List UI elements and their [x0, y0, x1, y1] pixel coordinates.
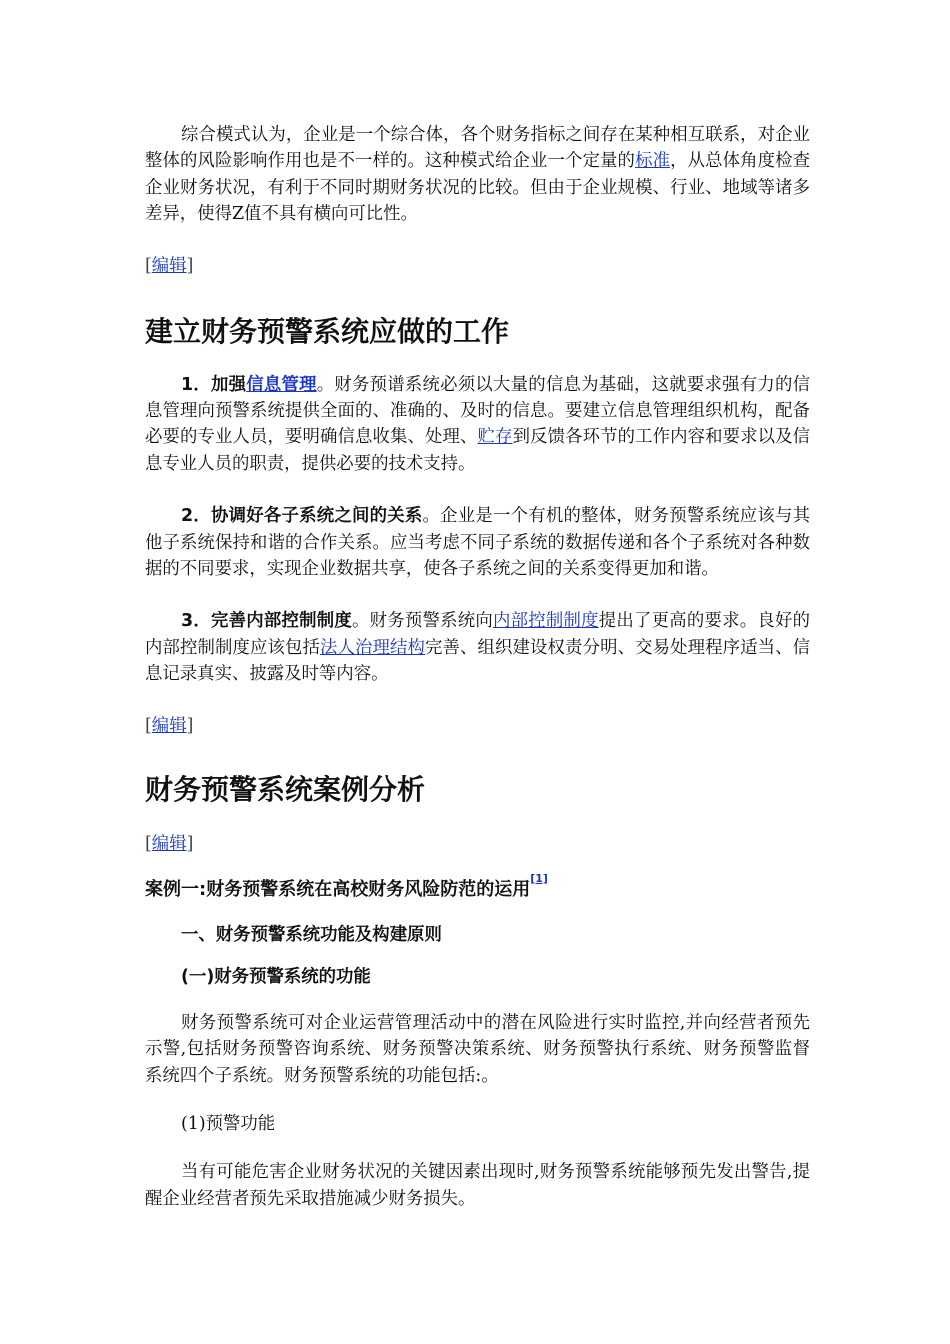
- reference-marker: [530, 871, 548, 892]
- item-1-bold: 1．加强: [181, 374, 247, 395]
- case-title: [145, 871, 810, 904]
- edit-link[interactable]: 编辑: [151, 715, 187, 736]
- item-3-bold: 3．完善内部控制制度: [181, 611, 352, 632]
- item-1-text-continued: 到反馈各环节的工作内容和要求以及信息专业人员的职责，提供必要的技术支持。: [145, 427, 810, 474]
- item-3-text-end: 完善、组织建设权责分明、交易处理程序适当、信息记录真实、披露及时等内容。: [145, 637, 810, 685]
- item-3-text: 。财务预警系统向: [351, 611, 493, 632]
- intro-text: 综合模式认为，企业是一个综合体，各个财务指标之间存在某种相互联系，对企业整体的风险影响作用也是不一样的。这种模式给企业一个定量的: [145, 125, 810, 172]
- case-title-text: 案例一:财务预警系统在高校财务风险防范的运用: [145, 878, 531, 900]
- edit-section-1: [145, 254, 810, 278]
- bracket-close: ]: [186, 715, 194, 736]
- storage-link[interactable]: 贮存: [477, 427, 513, 448]
- subheading-functions-principles: 一、财务预警系统功能及构建原则: [181, 924, 442, 945]
- internal-control-link[interactable]: 内部控制制度: [492, 611, 599, 632]
- warning-function-paragraph: 当有可能危害企业财务状况的关键因素出现时,财务预警系统能够预先发出警告,提醒企业经营者预先采取措施减少财务损失。: [145, 1162, 810, 1209]
- bracket-open: [: [145, 833, 152, 854]
- item-2-text: 。企业是一个有机的整体，财务预警系统应该与其他子系统保持和谐的合作关系。应当考虑不同子系统的数据传递和各个子系统对各种数据的不同要求，实现企业数据共享，使各子系统之间的关系变得更加和谐。: [145, 506, 810, 580]
- reference-link[interactable]: [1]: [530, 871, 548, 885]
- item-1-paragraph: [145, 372, 810, 478]
- bracket-close: ]: [186, 255, 194, 276]
- intro-paragraph: [145, 122, 810, 228]
- information-management-link[interactable]: [246, 375, 317, 395]
- article-body: [145, 122, 810, 1212]
- bracket-open: [: [145, 715, 152, 736]
- edit-link[interactable]: 编辑: [151, 255, 187, 276]
- edit-link[interactable]: 编辑: [151, 833, 187, 854]
- warning-function-label: (1)预警功能: [181, 1113, 276, 1134]
- item-2-bold: 2．协调好各子系统之间的关系: [181, 506, 423, 527]
- bracket-open: [: [145, 255, 152, 276]
- intro-text-continued: ，从总体角度检查企业财务状况，有利于不同时期财务状况的比较。但由于企业规模、行业、地域等诸多差异，使得Z值不具有横向可比性。: [145, 151, 810, 225]
- bracket-close: ]: [186, 833, 194, 854]
- section-heading-warning-system-work: 建立财务预警系统应做的工作: [145, 314, 510, 348]
- edit-section-3: [145, 832, 810, 856]
- section-heading-case-analysis: 财务预警系统案例分析: [145, 772, 426, 806]
- standard-link[interactable]: 标准: [635, 151, 671, 172]
- subheading-system-functions: (一)财务预警系统的功能: [181, 966, 371, 987]
- functions-paragraph: 财务预警系统可对企业运营管理活动中的潜在风险进行实时监控,并向经营者预先示警,包括财务预警咨询系统、财务预警决策系统、财务预警执行系统、财务预警监督系统四个子系统。财务预警系统的功能包括:。: [145, 1012, 810, 1086]
- corporate-governance-link[interactable]: 法人治理结构: [320, 637, 426, 658]
- item-1-text: 。财务预谱系统必须以大量的信息为基础，这就要求强有力的信息管理向预警系统提供全面的、准确的、及时的信息。要建立信息管理组织机构，配备必要的专业人员，要明确信息收集、处理、: [145, 374, 810, 448]
- information-management-label: 信息管理: [246, 374, 317, 395]
- item-3-paragraph: [145, 608, 810, 687]
- item-3-text-continued: 提出了更高的要求。良好的内部控制制度应该包括: [145, 611, 810, 658]
- item-2-paragraph: [145, 503, 810, 582]
- edit-section-2: [145, 714, 810, 738]
